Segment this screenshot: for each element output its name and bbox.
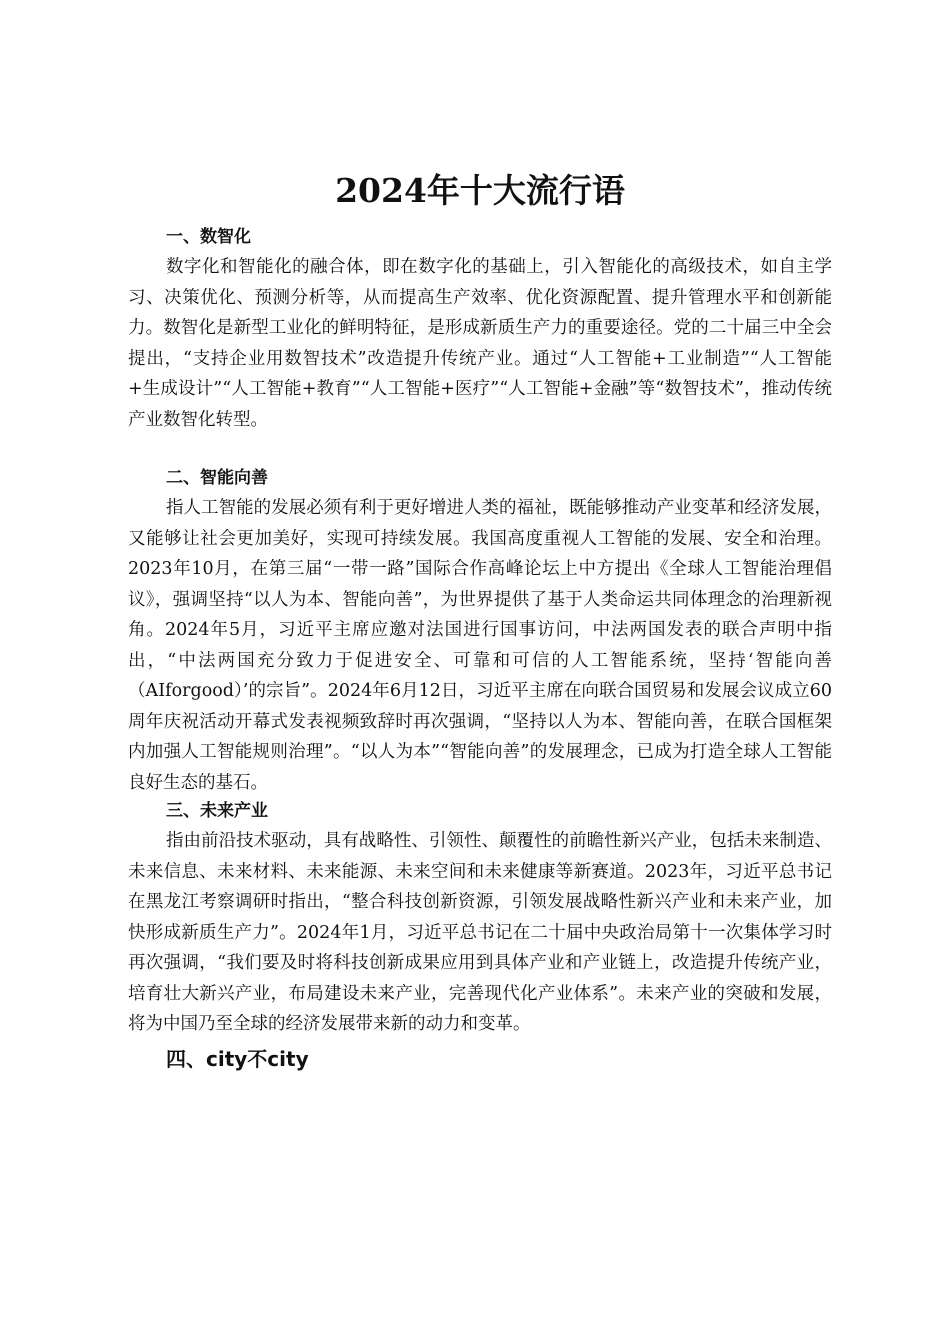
section-body-2: 指人工智能的发展必须有利于更好增进人类的福祉，既能够推动产业变革和经济发展，又能够让社会更加美好，实现可持续发展。我国高度重视人工智能的发展、安全和治理。2023年10月，在第三届“一带一路”国际合作高峰论坛上中方提出《全球人工智能治理倡议》，强调坚持“以人为本、智能向善”，为世界提供了基于人类命运共同体理念的治理新视角。2024年5月，习近平主席应邀对法国进行国事访问，中法两国发表的联合声明中指出，“中法两国充分致力于促进安全、可靠和可信的人工智能系统，坚持‘智能向善（AIforgood）’的宗旨”。2024年6月12日，习近平主席在向联合国贸易和发展会议成立60周年庆祝活动开幕式发表视频致辞时再次强调，“坚持以人为本、智能向善，在联合国框架内加强人工智能规则治理”。“以人为本”“智能向善”的发展理念，已成为打造全球人工智能良好生态的基石。 xyxy=(128,498,832,793)
section-heading-2: 二、智能向善 xyxy=(166,468,268,488)
section-heading-3: 三、未来产业 xyxy=(166,801,268,821)
section-body-3: 指由前沿技术驱动，具有战略性、引领性、颠覆性的前瞻性新兴产业，包括未来制造、未来信息、未来材料、未来能源、未来空间和未来健康等新赛道。2023年，习近平总书记在黑龙江考察调研时指出，“整合科技创新资源，引领发展战略性新兴产业和未来产业，加快形成新质生产力”。2024年1月，习近平总书记在二十届中央政治局第十一次集体学习时再次强调，“我们要及时将科技创新成果应用到具体产业和产业链上，改造提升传统产业，培育壮大新兴产业，布局建设未来产业，完善现代化产业体系”。未来产业的突破和发展，将为中国乃至全球的经济发展带来新的动力和变革。 xyxy=(128,831,832,1034)
section-heading-1: 一、数智化 xyxy=(166,227,251,247)
section-heading-4: 四、city不city xyxy=(166,1046,309,1071)
section-spacer xyxy=(128,435,832,465)
document-title: 2024年十大流行语 xyxy=(335,171,625,210)
section-body-1: 数字化和智能化的融合体，即在数字化的基础上，引入智能化的高级技术，如自主学习、决策优化、预测分析等，从而提高生产效率、优化资源配置、提升管理水平和创新能力。数智化是新型工业化的鲜明特征，是形成新质生产力的重要途径。党的二十届三中全会提出，“支持企业用数智技术”改造提升传统产业。通过“人工智能+工业制造”“人工智能+生成设计”“人工智能+教育”“人工智能+医疗”“人工智能+金融”等“数智技术”，推动传统产业数智化转型。 xyxy=(128,257,832,430)
